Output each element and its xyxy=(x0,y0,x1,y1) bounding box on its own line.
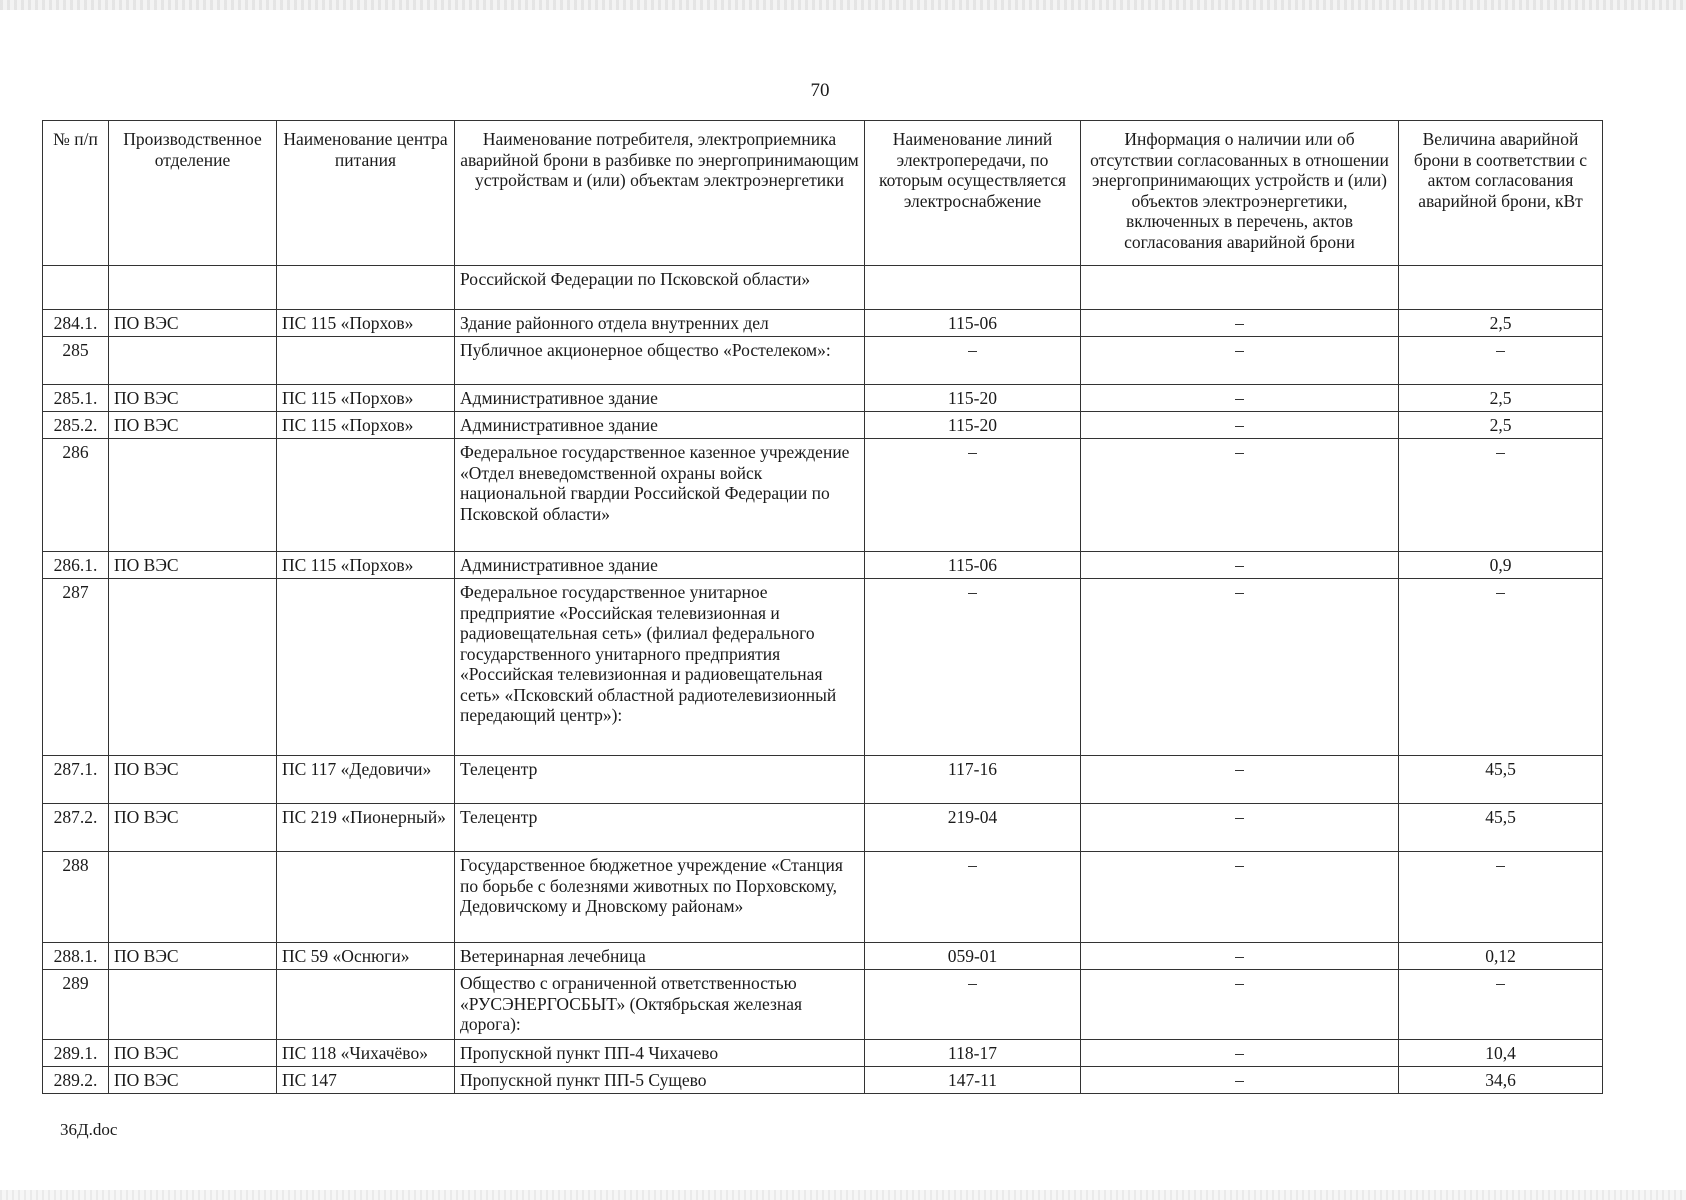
scan-edge-top xyxy=(0,0,1686,10)
cell-reserve-value: – xyxy=(1399,970,1603,1040)
cell-reserve-value: 2,5 xyxy=(1399,310,1603,337)
cell-consumer: Административное здание xyxy=(455,385,865,412)
scan-edge-bottom xyxy=(0,1190,1686,1200)
cell-consumer: Публичное акционерное общество «Ростелеком»: xyxy=(455,337,865,385)
table-row xyxy=(43,943,1603,970)
cell-reserve-value: – xyxy=(1399,852,1603,943)
cell-number: 287.2. xyxy=(43,804,109,852)
header-number: № п/п xyxy=(43,121,109,266)
cell-power-center: ПС 115 «Порхов» xyxy=(277,552,455,579)
cell-power-center xyxy=(277,337,455,385)
cell-power-line: 115-20 xyxy=(865,412,1081,439)
cell-department: ПО ВЭС xyxy=(109,1067,277,1094)
cell-power-line: 147-11 xyxy=(865,1067,1081,1094)
cell-reserve-value: 2,5 xyxy=(1399,412,1603,439)
cell-power-line: – xyxy=(865,970,1081,1040)
cell-department: ПО ВЭС xyxy=(109,756,277,804)
header-power-lines: Наименование линий электропередачи, по которым осуществляется электроснабжение xyxy=(865,121,1081,266)
table-row xyxy=(43,1040,1603,1067)
header-reserve-value: Величина аварийной брони в соответствии с актом согласования аварийной брони, кВт xyxy=(1399,121,1603,266)
cell-power-center xyxy=(277,852,455,943)
cell-consumer: Пропускной пункт ПП-4 Чихачево xyxy=(455,1040,865,1067)
table-row xyxy=(43,756,1603,804)
cell-power-center xyxy=(277,970,455,1040)
cell-number: 286.1. xyxy=(43,552,109,579)
table-header-row xyxy=(43,121,1603,266)
header-agreement-info: Информация о наличии или об отсутствии согласованных в отношении энергопринимающих устройств и (или) объектов электроэнергетики, включенных в перечень, актов согласования аварийной брони xyxy=(1081,121,1399,266)
cell-reserve-value: 0,12 xyxy=(1399,943,1603,970)
cell-agreement-info: – xyxy=(1081,412,1399,439)
table-row xyxy=(43,579,1603,756)
cell-power-line: 219-04 xyxy=(865,804,1081,852)
cell-number: 289 xyxy=(43,970,109,1040)
cell-reserve-value xyxy=(1399,266,1603,310)
cell-reserve-value: 2,5 xyxy=(1399,385,1603,412)
cell-number: 288.1. xyxy=(43,943,109,970)
cell-department xyxy=(109,579,277,756)
cell-agreement-info: – xyxy=(1081,579,1399,756)
cell-reserve-value: 0,9 xyxy=(1399,552,1603,579)
cell-power-center: ПС 118 «Чихачёво» xyxy=(277,1040,455,1067)
cell-consumer: Телецентр xyxy=(455,804,865,852)
cell-department: ПО ВЭС xyxy=(109,310,277,337)
cell-number: 286 xyxy=(43,439,109,552)
table-row xyxy=(43,1067,1603,1094)
cell-consumer: Общество с ограниченной ответственностью «РУСЭНЕРГОСБЫТ» (Октябрьская железная дорога): xyxy=(455,970,865,1040)
cell-reserve-value: – xyxy=(1399,579,1603,756)
cell-agreement-info: – xyxy=(1081,804,1399,852)
cell-department xyxy=(109,970,277,1040)
table-row xyxy=(43,337,1603,385)
emergency-reserve-table xyxy=(42,120,1603,1094)
cell-power-line: – xyxy=(865,337,1081,385)
cell-number: 289.2. xyxy=(43,1067,109,1094)
cell-department: ПО ВЭС xyxy=(109,1040,277,1067)
cell-consumer: Федеральное государственное казенное учреждение «Отдел вневедомственной охраны войск национальной гвардии Российской Федерации по Псковской области» xyxy=(455,439,865,552)
cell-department: ПО ВЭС xyxy=(109,552,277,579)
cell-number: 285.2. xyxy=(43,412,109,439)
table-row xyxy=(43,970,1603,1040)
cell-power-center xyxy=(277,579,455,756)
cell-consumer: Телецентр xyxy=(455,756,865,804)
footer-filename: 36Д.doc xyxy=(60,1120,118,1139)
cell-department xyxy=(109,852,277,943)
cell-agreement-info: – xyxy=(1081,756,1399,804)
cell-power-center xyxy=(277,266,455,310)
page-number: 70 xyxy=(810,80,830,101)
cell-consumer: Федеральное государственное унитарное предприятие «Российская телевизионная и радиовещательная сеть» (филиал федерального государственного унитарного предприятия «Российская телевизионная и радиовещательная сеть» «Псковский областной радиотелевизионный передающий центр»): xyxy=(455,579,865,756)
cell-power-center: ПС 219 «Пионерный» xyxy=(277,804,455,852)
cell-agreement-info: – xyxy=(1081,337,1399,385)
cell-consumer: Административное здание xyxy=(455,552,865,579)
cell-power-line: 115-06 xyxy=(865,552,1081,579)
cell-power-line xyxy=(865,266,1081,310)
cell-number: 287 xyxy=(43,579,109,756)
cell-power-center: ПС 115 «Порхов» xyxy=(277,310,455,337)
cell-power-line: – xyxy=(865,852,1081,943)
cell-power-center: ПС 59 «Оснюги» xyxy=(277,943,455,970)
cell-consumer: Пропускной пункт ПП-5 Сущево xyxy=(455,1067,865,1094)
cell-power-center: ПС 115 «Порхов» xyxy=(277,412,455,439)
cell-consumer: Административное здание xyxy=(455,412,865,439)
cell-power-line: 115-06 xyxy=(865,310,1081,337)
cell-consumer: Ветеринарная лечебница xyxy=(455,943,865,970)
table-row xyxy=(43,310,1603,337)
cell-department xyxy=(109,439,277,552)
cell-power-center: ПС 117 «Дедовичи» xyxy=(277,756,455,804)
cell-agreement-info: – xyxy=(1081,1067,1399,1094)
cell-agreement-info: – xyxy=(1081,552,1399,579)
cell-number: 285.1. xyxy=(43,385,109,412)
cell-department: ПО ВЭС xyxy=(109,943,277,970)
cell-department: ПО ВЭС xyxy=(109,385,277,412)
cell-number: 287.1. xyxy=(43,756,109,804)
cell-reserve-value: 45,5 xyxy=(1399,756,1603,804)
table-row xyxy=(43,439,1603,552)
cell-power-line: 118-17 xyxy=(865,1040,1081,1067)
cell-power-center xyxy=(277,439,455,552)
cell-agreement-info: – xyxy=(1081,943,1399,970)
cell-power-line: 059-01 xyxy=(865,943,1081,970)
cell-agreement-info: – xyxy=(1081,852,1399,943)
cell-consumer: Российской Федерации по Псковской области» xyxy=(455,266,865,310)
table-row xyxy=(43,552,1603,579)
cell-reserve-value: 45,5 xyxy=(1399,804,1603,852)
cell-power-line: 115-20 xyxy=(865,385,1081,412)
cell-reserve-value: – xyxy=(1399,439,1603,552)
cell-agreement-info: – xyxy=(1081,1040,1399,1067)
cell-reserve-value: 10,4 xyxy=(1399,1040,1603,1067)
cell-department: ПО ВЭС xyxy=(109,804,277,852)
cell-agreement-info: – xyxy=(1081,970,1399,1040)
cell-reserve-value: – xyxy=(1399,337,1603,385)
cell-department xyxy=(109,266,277,310)
cell-number: 289.1. xyxy=(43,1040,109,1067)
cell-number: 284.1. xyxy=(43,310,109,337)
table-row xyxy=(43,266,1603,310)
cell-number xyxy=(43,266,109,310)
cell-consumer: Государственное бюджетное учреждение «Станция по борьбе с болезнями животных по Порховскому, Дедовичскому и Дновскому районам» xyxy=(455,852,865,943)
cell-power-line: – xyxy=(865,439,1081,552)
cell-power-line: – xyxy=(865,579,1081,756)
cell-power-line: 117-16 xyxy=(865,756,1081,804)
cell-power-center: ПС 115 «Порхов» xyxy=(277,385,455,412)
table-row xyxy=(43,804,1603,852)
table-row xyxy=(43,385,1603,412)
header-power-center: Наименование центра питания xyxy=(277,121,455,266)
cell-power-center: ПС 147 xyxy=(277,1067,455,1094)
cell-reserve-value: 34,6 xyxy=(1399,1067,1603,1094)
header-department: Производственное отделение xyxy=(109,121,277,266)
table-header xyxy=(43,121,1603,266)
cell-number: 288 xyxy=(43,852,109,943)
cell-agreement-info xyxy=(1081,266,1399,310)
cell-agreement-info: – xyxy=(1081,385,1399,412)
header-consumer: Наименование потребителя, электроприемника аварийной брони в разбивке по энергопринимающим устройствам и (или) объектам электроэнергетики xyxy=(455,121,865,266)
table-row xyxy=(43,852,1603,943)
cell-department: ПО ВЭС xyxy=(109,412,277,439)
cell-agreement-info: – xyxy=(1081,439,1399,552)
cell-agreement-info: – xyxy=(1081,310,1399,337)
table-body xyxy=(43,266,1603,1094)
table-row xyxy=(43,412,1603,439)
cell-department xyxy=(109,337,277,385)
cell-consumer: Здание районного отдела внутренних дел xyxy=(455,310,865,337)
cell-number: 285 xyxy=(43,337,109,385)
